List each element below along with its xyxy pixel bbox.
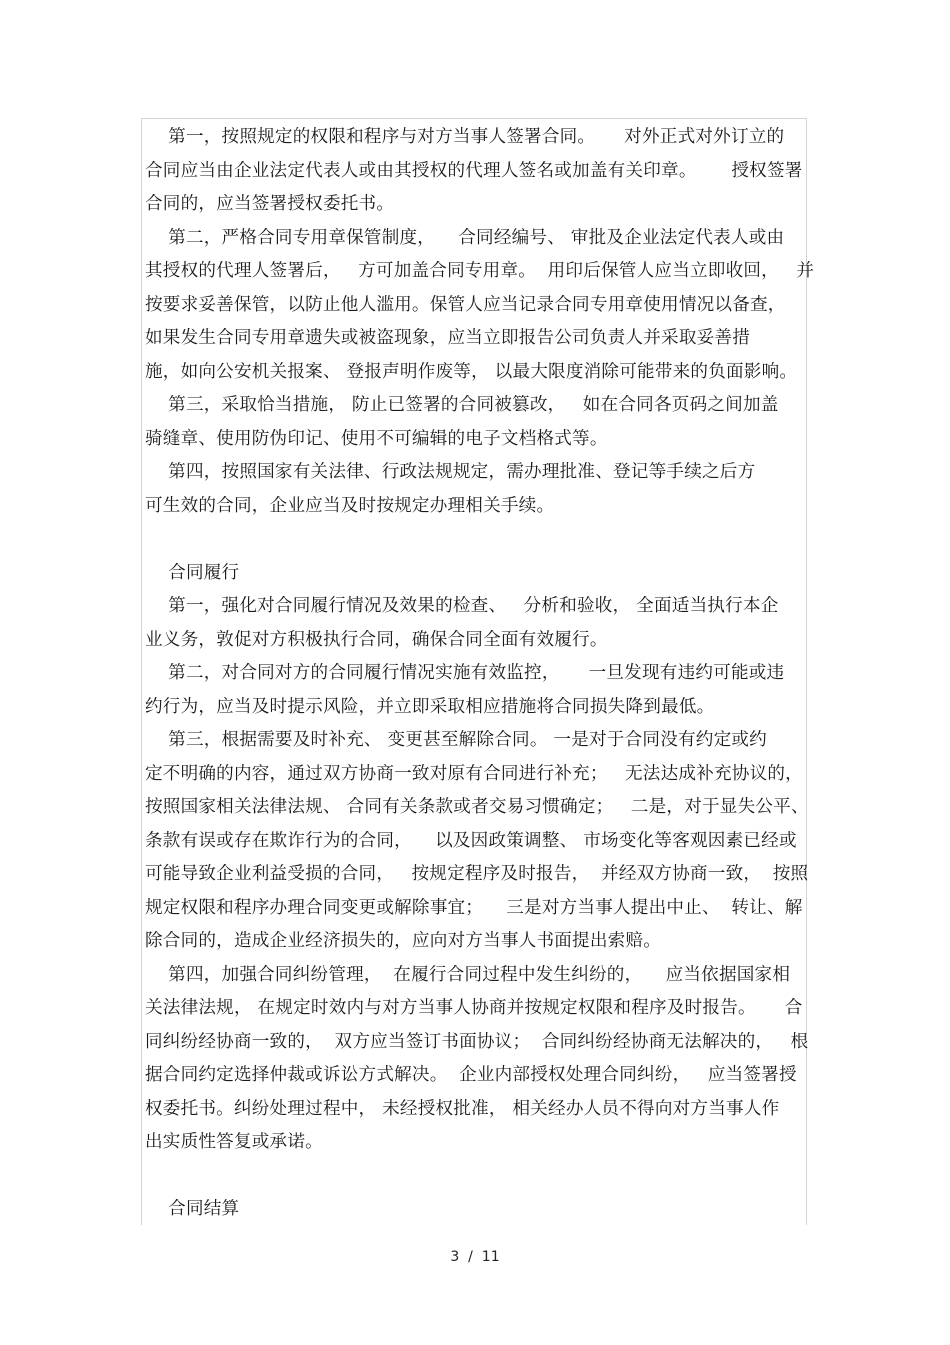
- text-line: 施，如向公安机关报案、 登报声明作废等， 以最大限度消除可能带来的负面影响。: [145, 361, 798, 382]
- text-line: 业义务，敦促对方积极执行合同，确保合同全面有效履行。: [145, 629, 608, 650]
- text-line: 按要求妥善保管，以防止他人滥用。保管人应当记录合同专用章使用情况以备查，: [145, 294, 786, 315]
- text-line: 权委托书。纠纷处理过程中， 未经授权批准， 相关经办人员不得向对方当事人作: [145, 1098, 780, 1119]
- text-line: 合同结算: [145, 1199, 240, 1219]
- text-line: 关法律法规， 在规定时效内与对方当事人协商并按规定权限和程序及时报告。 合: [145, 998, 803, 1018]
- text-line: 第四，按照国家有关法律、行政法规规定，需办理批准、登记等手续之后方: [145, 462, 756, 482]
- text-line: 合同应当由企业法定代表人或由其授权的代理人签名或加盖有关印章。 授权签署: [145, 160, 803, 181]
- text-line: 第二，严格合同专用章保管制度， 合同经编号、 审批及企业法定代表人或由: [145, 227, 785, 248]
- text-line: 骑缝章、使用防伪印记、使用不可编辑的电子文档格式等。: [145, 428, 608, 449]
- text-line: 第三，采取恰当措施， 防止已签署的合同被篡改， 如在合同各页码之间加盖: [145, 395, 779, 415]
- text-line: 除合同的，造成企业经济损失的，应向对方当事人书面提出索赔。: [145, 931, 662, 951]
- text-line: 合同履行: [145, 562, 240, 583]
- page-frame-left-border: [141, 118, 142, 1225]
- blank-line: [145, 523, 805, 557]
- text-line: 合同的，应当签署授权委托书。: [145, 194, 395, 214]
- text-line: 可生效的合同，企业应当及时按规定办理相关手续。: [145, 495, 555, 516]
- text-line: 条款有误或存在欺诈行为的合同， 以及因政策调整、 市场变化等客观因素已经或: [145, 830, 797, 851]
- text-line: 如果发生合同专用章遗失或被盗现象，应当立即报告公司负责人并采取妥善措: [145, 328, 750, 348]
- page-frame-right-border: [806, 118, 807, 1225]
- text-line: 定不明确的内容，通过双方协商一致对原有合同进行补充； 无法达成补充协议的，: [145, 763, 803, 784]
- text-line: 第一，强化对合同履行情况及效果的检查、 分析和验收， 全面适当执行本企: [145, 596, 779, 616]
- text-line: 第三，根据需要及时补充、 变更甚至解除合同。 一是对于合同没有约定或约: [145, 730, 767, 750]
- text-line: 第二，对合同对方的合同履行情况实施有效监控， 一旦发现有违约可能或违: [145, 663, 785, 683]
- document-body: [145, 121, 815, 1227]
- page-number: 3 / 11: [450, 1249, 500, 1265]
- text-line: 第一，按照规定的权限和程序与对方当事人签署合同。 对外正式对外订立的: [145, 127, 785, 147]
- text-line: 按照国家相关法律法规、 合同有关条款或者交易习惯确定； 二是，对于显失公平、: [145, 797, 809, 817]
- text-line: 规定权限和程序办理合同变更或解除事宜； 三是对方当事人提出中止、 转让、解: [145, 897, 803, 918]
- text-line: 可能导致企业利益受损的合同， 按规定程序及时报告， 并经双方协商一致， 按照: [145, 864, 809, 884]
- text-line: 出实质性答复或承诺。: [145, 1132, 323, 1152]
- text-line: 约行为，应当及时提示风险，并立即采取相应措施将合同损失降到最低。: [145, 696, 715, 717]
- text-line: 第四，加强合同纠纷管理， 在履行合同过程中发生纠纷的， 应当依据国家相: [145, 964, 791, 985]
- blank-line: [145, 1160, 805, 1194]
- text-line: 据合同约定选择仲裁或诉讼方式解决。 企业内部授权处理合同纠纷， 应当签署授: [145, 1065, 797, 1085]
- text-line: 同纠纷经协商一致的， 双方应当签订书面协议； 合同纠纷经协商无法解决的， 根: [145, 1031, 809, 1052]
- text-line: 其授权的代理人签署后， 方可加盖合同专用章。 用印后保管人应当立即收回， 并: [145, 261, 815, 281]
- page-frame-top-border: [141, 118, 806, 119]
